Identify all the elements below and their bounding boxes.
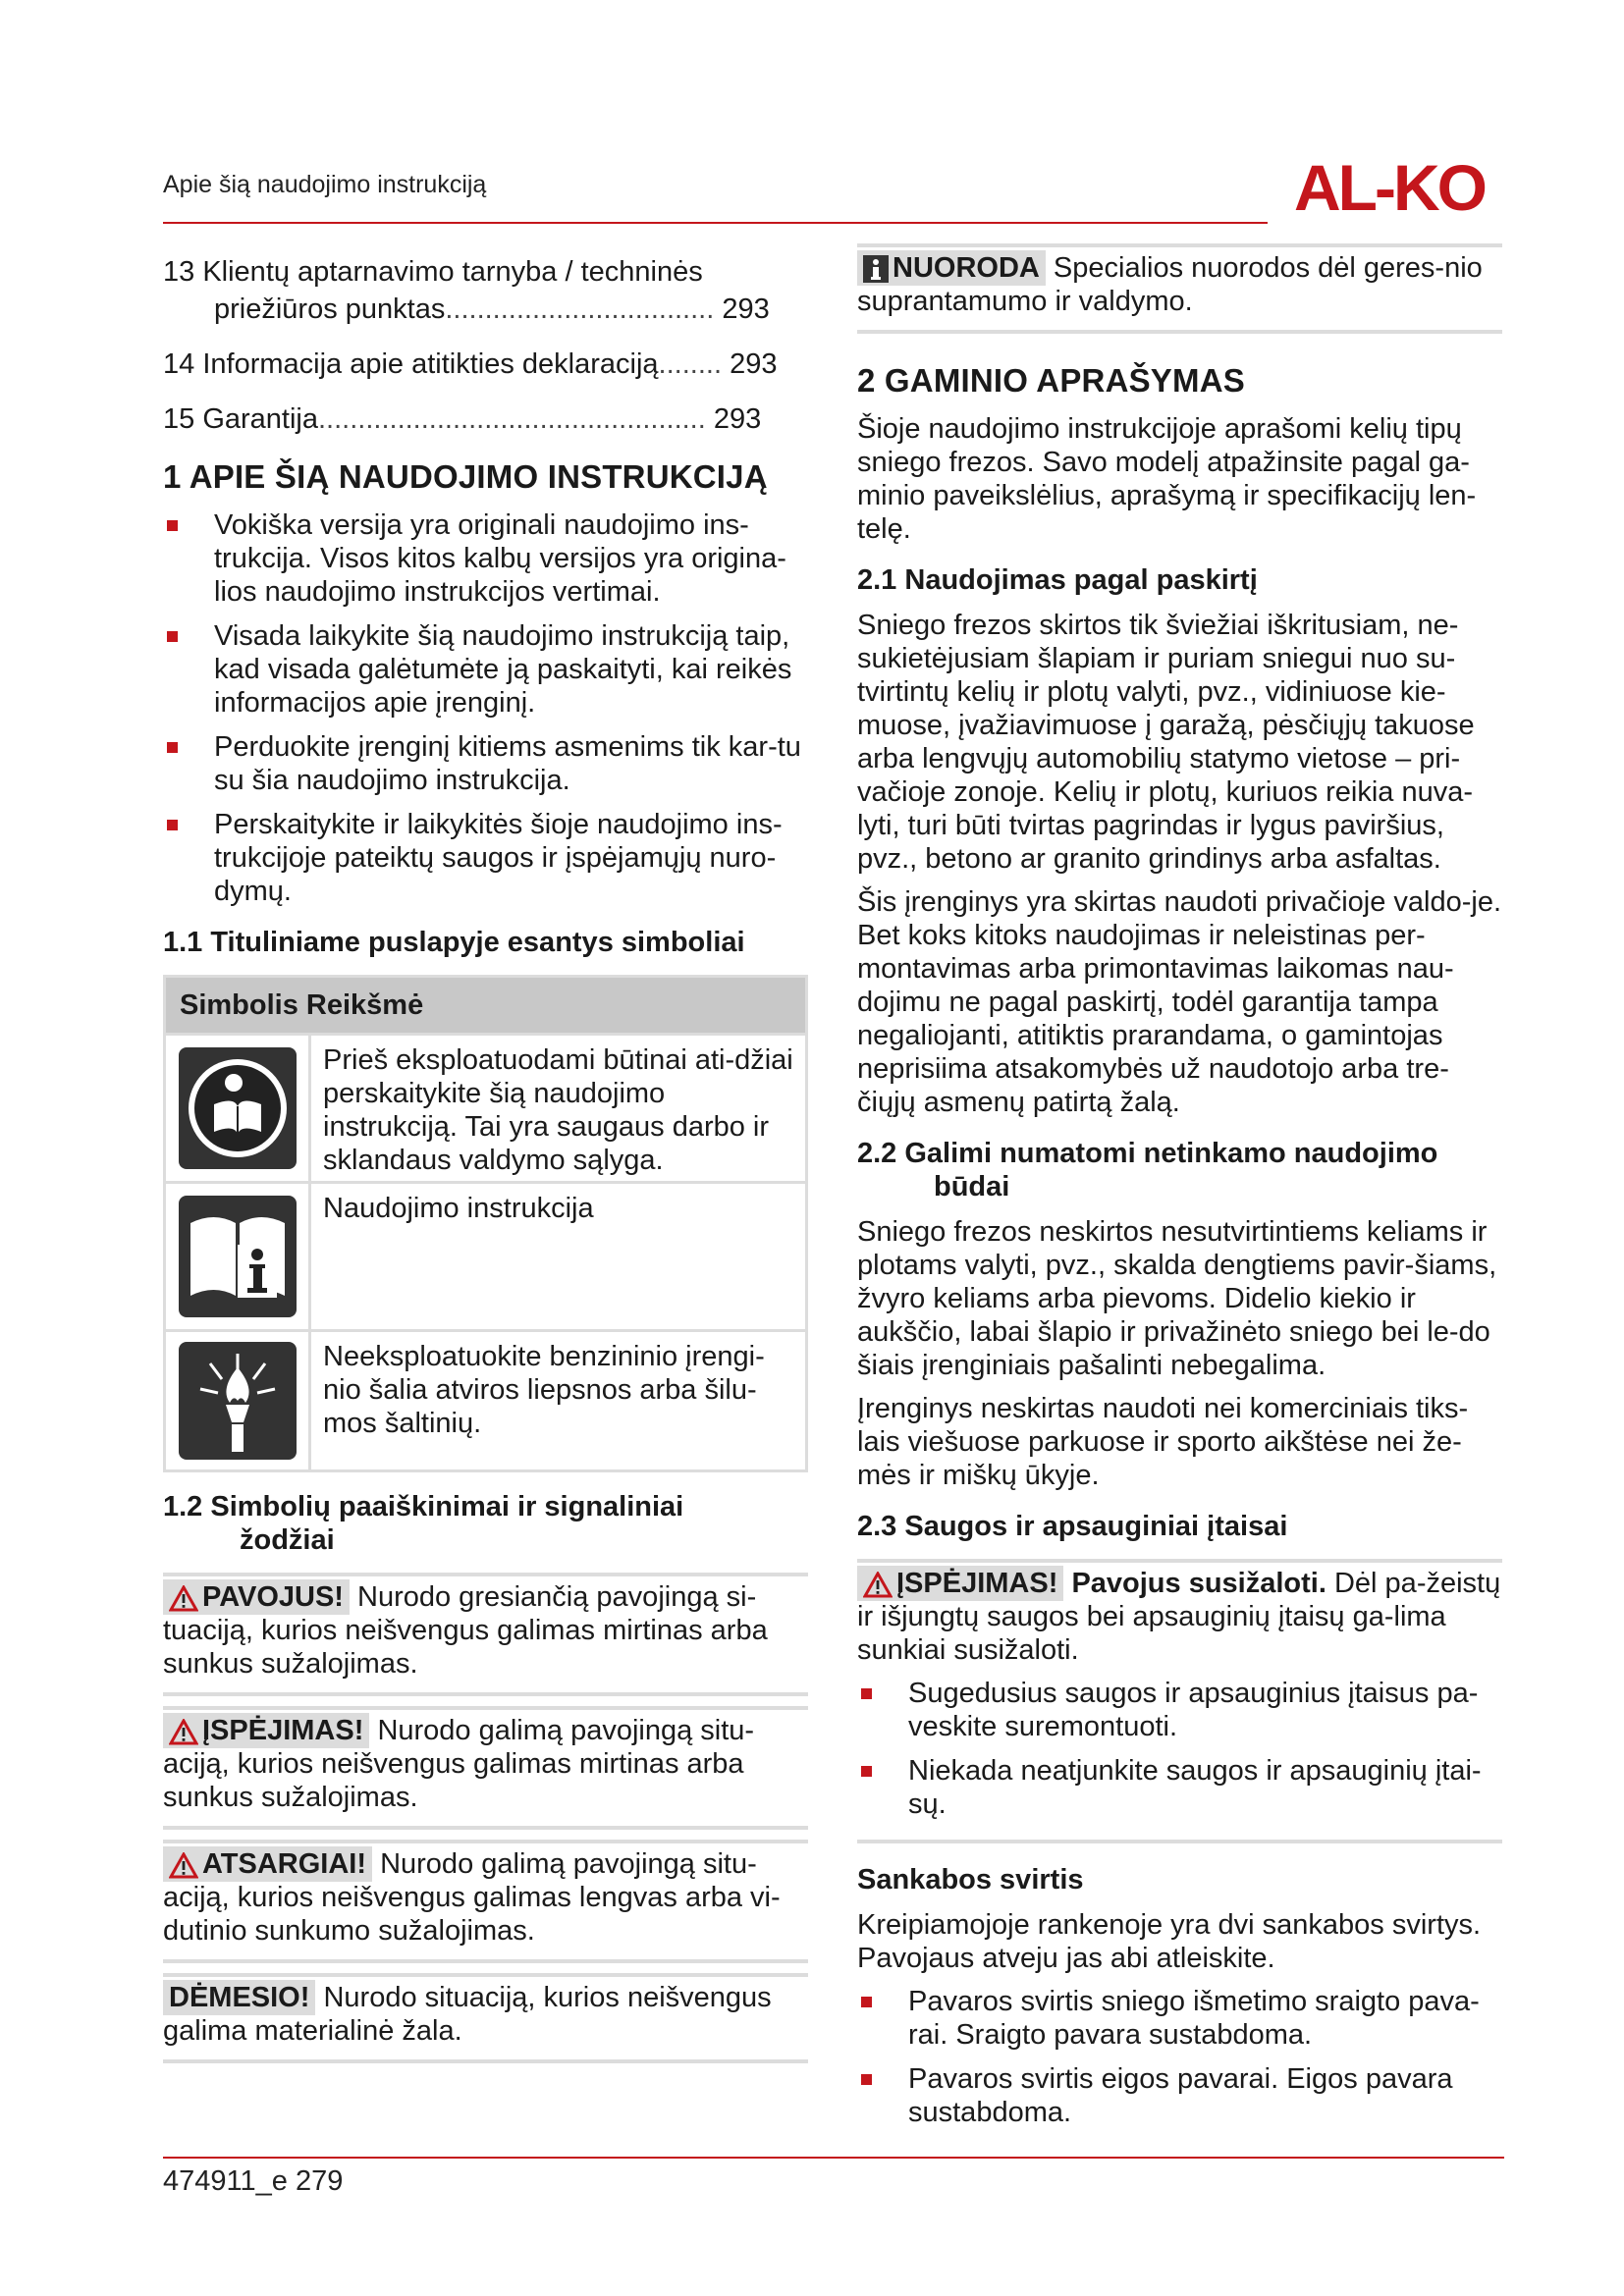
list-item: Pavaros svirtis eigos pavarai. Eigos pavara sustabdoma. [857, 2062, 1502, 2129]
warning-triangle-icon [169, 1852, 198, 1879]
table-row: Neeksploatuokite benzininio įrengi-nio šalia atviros liepsnos arba šilu-mos šaltinių. [163, 1332, 808, 1472]
toc-entry[interactable]: 14 Informacija apie atitikties deklaraciją........ 293 [163, 348, 778, 380]
paragraph: Šioje naudojimo instrukcijoje aprašomi kelių tipų sniego frezos. Savo modelį atpažinsite pagal ga-minio paveikslėlius, aprašymą ir specifikacijų len-telę. [857, 413, 1477, 545]
section-2-3-heading: 2.3 Saugos ir apsauginiai įtaisai [857, 1511, 1288, 1542]
note-notice: NUORODA Specialios nuorodos dėl geres-nio suprantamumo ir valdymo. [857, 243, 1502, 328]
alko-logo [1294, 155, 1504, 218]
warning-triangle-icon [863, 1572, 893, 1598]
section-2-heading: 2 GAMINIO APRAŠYMAS [857, 362, 1245, 399]
clutch-bullets [857, 1985, 1502, 2129]
caution-notice: ATSARGIAI! Nurodo galimą pavojingą situ-aciją, kurios neišvengus galimas lengvas arba vi-dutinio sunkumo sužalojimas. [163, 1840, 808, 1957]
warning-notice: ĮSPĖJIMAS! Nurodo galimą pavojingą situ-aciją, kurios neišvengus galimas mirtinas arba sunkus sužalojimas. [163, 1706, 808, 1824]
section-1-2-heading: 1.2 Simbolių paaiškinimai ir signaliniai žodžiai [163, 1491, 684, 1556]
running-header: Apie šią naudojimo instrukciją [163, 171, 487, 198]
table-row: Naudojimo instrukcija [163, 1184, 808, 1332]
info-icon [863, 255, 889, 283]
list-item: Perskaitykite ir laikykitės šioje naudojimo ins-trukcijoje pateiktų saugos ir įspėjamųjų nuro-dymų. [163, 808, 808, 908]
warning-bullets [857, 1677, 1502, 1821]
paragraph: Kreipiamojoje rankenoje yra dvi sankabos svirtys. Pavojaus atveju jas abi atleiskite. [857, 1909, 1482, 1974]
warning-triangle-icon [169, 1585, 198, 1612]
list-item: Pavaros svirtis sniego išmetimo sraigto pava-rai. Sraigto pavara sustabdoma. [857, 1985, 1502, 2052]
list-item: Perduokite įrenginį kitiems asmenims tik kar-tu su šia naudojimo instrukcija. [163, 730, 808, 797]
page-footer: 474911_e 279 [163, 2165, 344, 2197]
paragraph: Sniego frezos skirtos tik šviežiai iškritusiam, ne-sukietėjusiam šlapiam ir puriam sniegui nuo su-tvirtintų kelių ir plotų valyti, pvz., vidiniuose kie-muose, įvažiavimuose į garažą, pėsčiųjų takuose arba lengvųjų automobilių statymo vietose – pri-vačioje zonoje. Kelių ir plotų, kuriuos reikia nuva-lyti, turi būti tvirtas pagrindas ir lygus paviršius, pvz., betono ar granito grindinys arba asfaltas. [857, 610, 1475, 875]
attention-notice: DĖMESIO! Nurodo situaciją, kurios neišvengus galima materialinė žala. [163, 1973, 808, 2057]
toc-entry[interactable]: 13 Klientų aptarnavimo tarnyba / techninės priežiūros punktas.................................. 293 [163, 256, 770, 325]
clutch-heading: Sankabos svirtis [857, 1864, 1084, 1896]
read-manual-icon [177, 1045, 298, 1171]
list-item: Visada laikykite šią naudojimo instrukciją taip, kad visada galėtumėte ją paskaityti, kai reikės informacijos apie įrenginį. [163, 619, 808, 720]
paragraph: Įrenginys neskirtas naudoti nei komerciniais tiks-lais viešuose parkuose ir sporto aikštėse nei že-mės ir miškų ūkyje. [857, 1393, 1469, 1491]
toc-entry[interactable]: 15 Garantija................................................. 293 [163, 403, 762, 435]
section-1-1-heading: 1.1 Tituliniame puslapyje esantys simboliai [163, 927, 745, 958]
warning-notice: ĮSPĖJIMAS! Pavojus susižaloti. Dėl pa-žeistų ir išjungtų saugos bei apsauginių įtaisų ga-lima sunkiai susižaloti. Sugedusius saugos ir apsauginius įtaisus pa-veskite suremontuoti. Niekada neatjunkite saugos ir apsauginių įtai-sų. [857, 1559, 1502, 1842]
list-item: Niekada neatjunkite saugos ir apsauginių įtai-sų. [857, 1754, 1502, 1821]
danger-notice: PAVOJUS! Nurodo gresiančią pavojingą si-tuaciją, kurios neišvengus galimas mirtinas arba sunkus sužalojimas. [163, 1573, 808, 1690]
left-column [163, 253, 808, 2071]
table-row: Prieš eksploatuodami būtinai ati-džiai perskaitykite šią naudojimo instrukciją. Tai yra saugaus darbo ir sklandaus valdymo sąlyga. [163, 1036, 808, 1184]
section-1-heading: 1 APIE ŠIĄ NAUDOJIMO INSTRUKCIJĄ [163, 458, 768, 495]
section-2-2-heading: 2.2 Galimi numatomi netinkamo naudojimo būdai [857, 1138, 1438, 1202]
manual-info-icon [177, 1194, 298, 1319]
no-open-flame-icon [177, 1340, 298, 1462]
paragraph: Šis įrenginys yra skirtas naudoti privačioje valdo-je. Bet koks kitoks naudojimas ir neleistinas per-montavimas arba primontavimas laikomas nau-dojimu ne pagal paskirtį, todėl garantija tampa negaliojanti, atitiktis prarandama, o gamintojas neprisiima atsakomybės už naudotojo arba tre-čiųjų asmenų patirtą žalą. [857, 886, 1502, 1118]
symbol-table [163, 975, 808, 1472]
warning-triangle-icon [169, 1719, 198, 1745]
list-item: Vokiška versija yra originali naudojimo ins-trukcija. Visos kitos kalbų versijos yra origina-lios naudojimo instrukcijos vertimai. [163, 508, 808, 609]
svg-text:AL-KO: AL-KO [1294, 155, 1485, 218]
section-2-1-heading: 2.1 Naudojimas pagal paskirtį [857, 564, 1258, 596]
header-rule [163, 222, 1268, 224]
symbol-table-header: Simbolis Reikšmė [163, 975, 808, 1036]
footer-rule [163, 2157, 1504, 2159]
section-1-bullets [163, 508, 808, 908]
right-column [857, 253, 1502, 2140]
paragraph: Sniego frezos neskirtos nesutvirtintiems keliams ir plotams valyti, pvz., skalda dengtiems pavir-šiams, žvyro keliams arba pievoms. Didelio kiekio ir aukščio, labai šlapio ir privažinėto sniego bei le-do šiais įrenginiais pašalinti nebegalima. [857, 1216, 1497, 1381]
list-item: Sugedusius saugos ir apsauginius įtaisus pa-veskite suremontuoti. [857, 1677, 1502, 1743]
